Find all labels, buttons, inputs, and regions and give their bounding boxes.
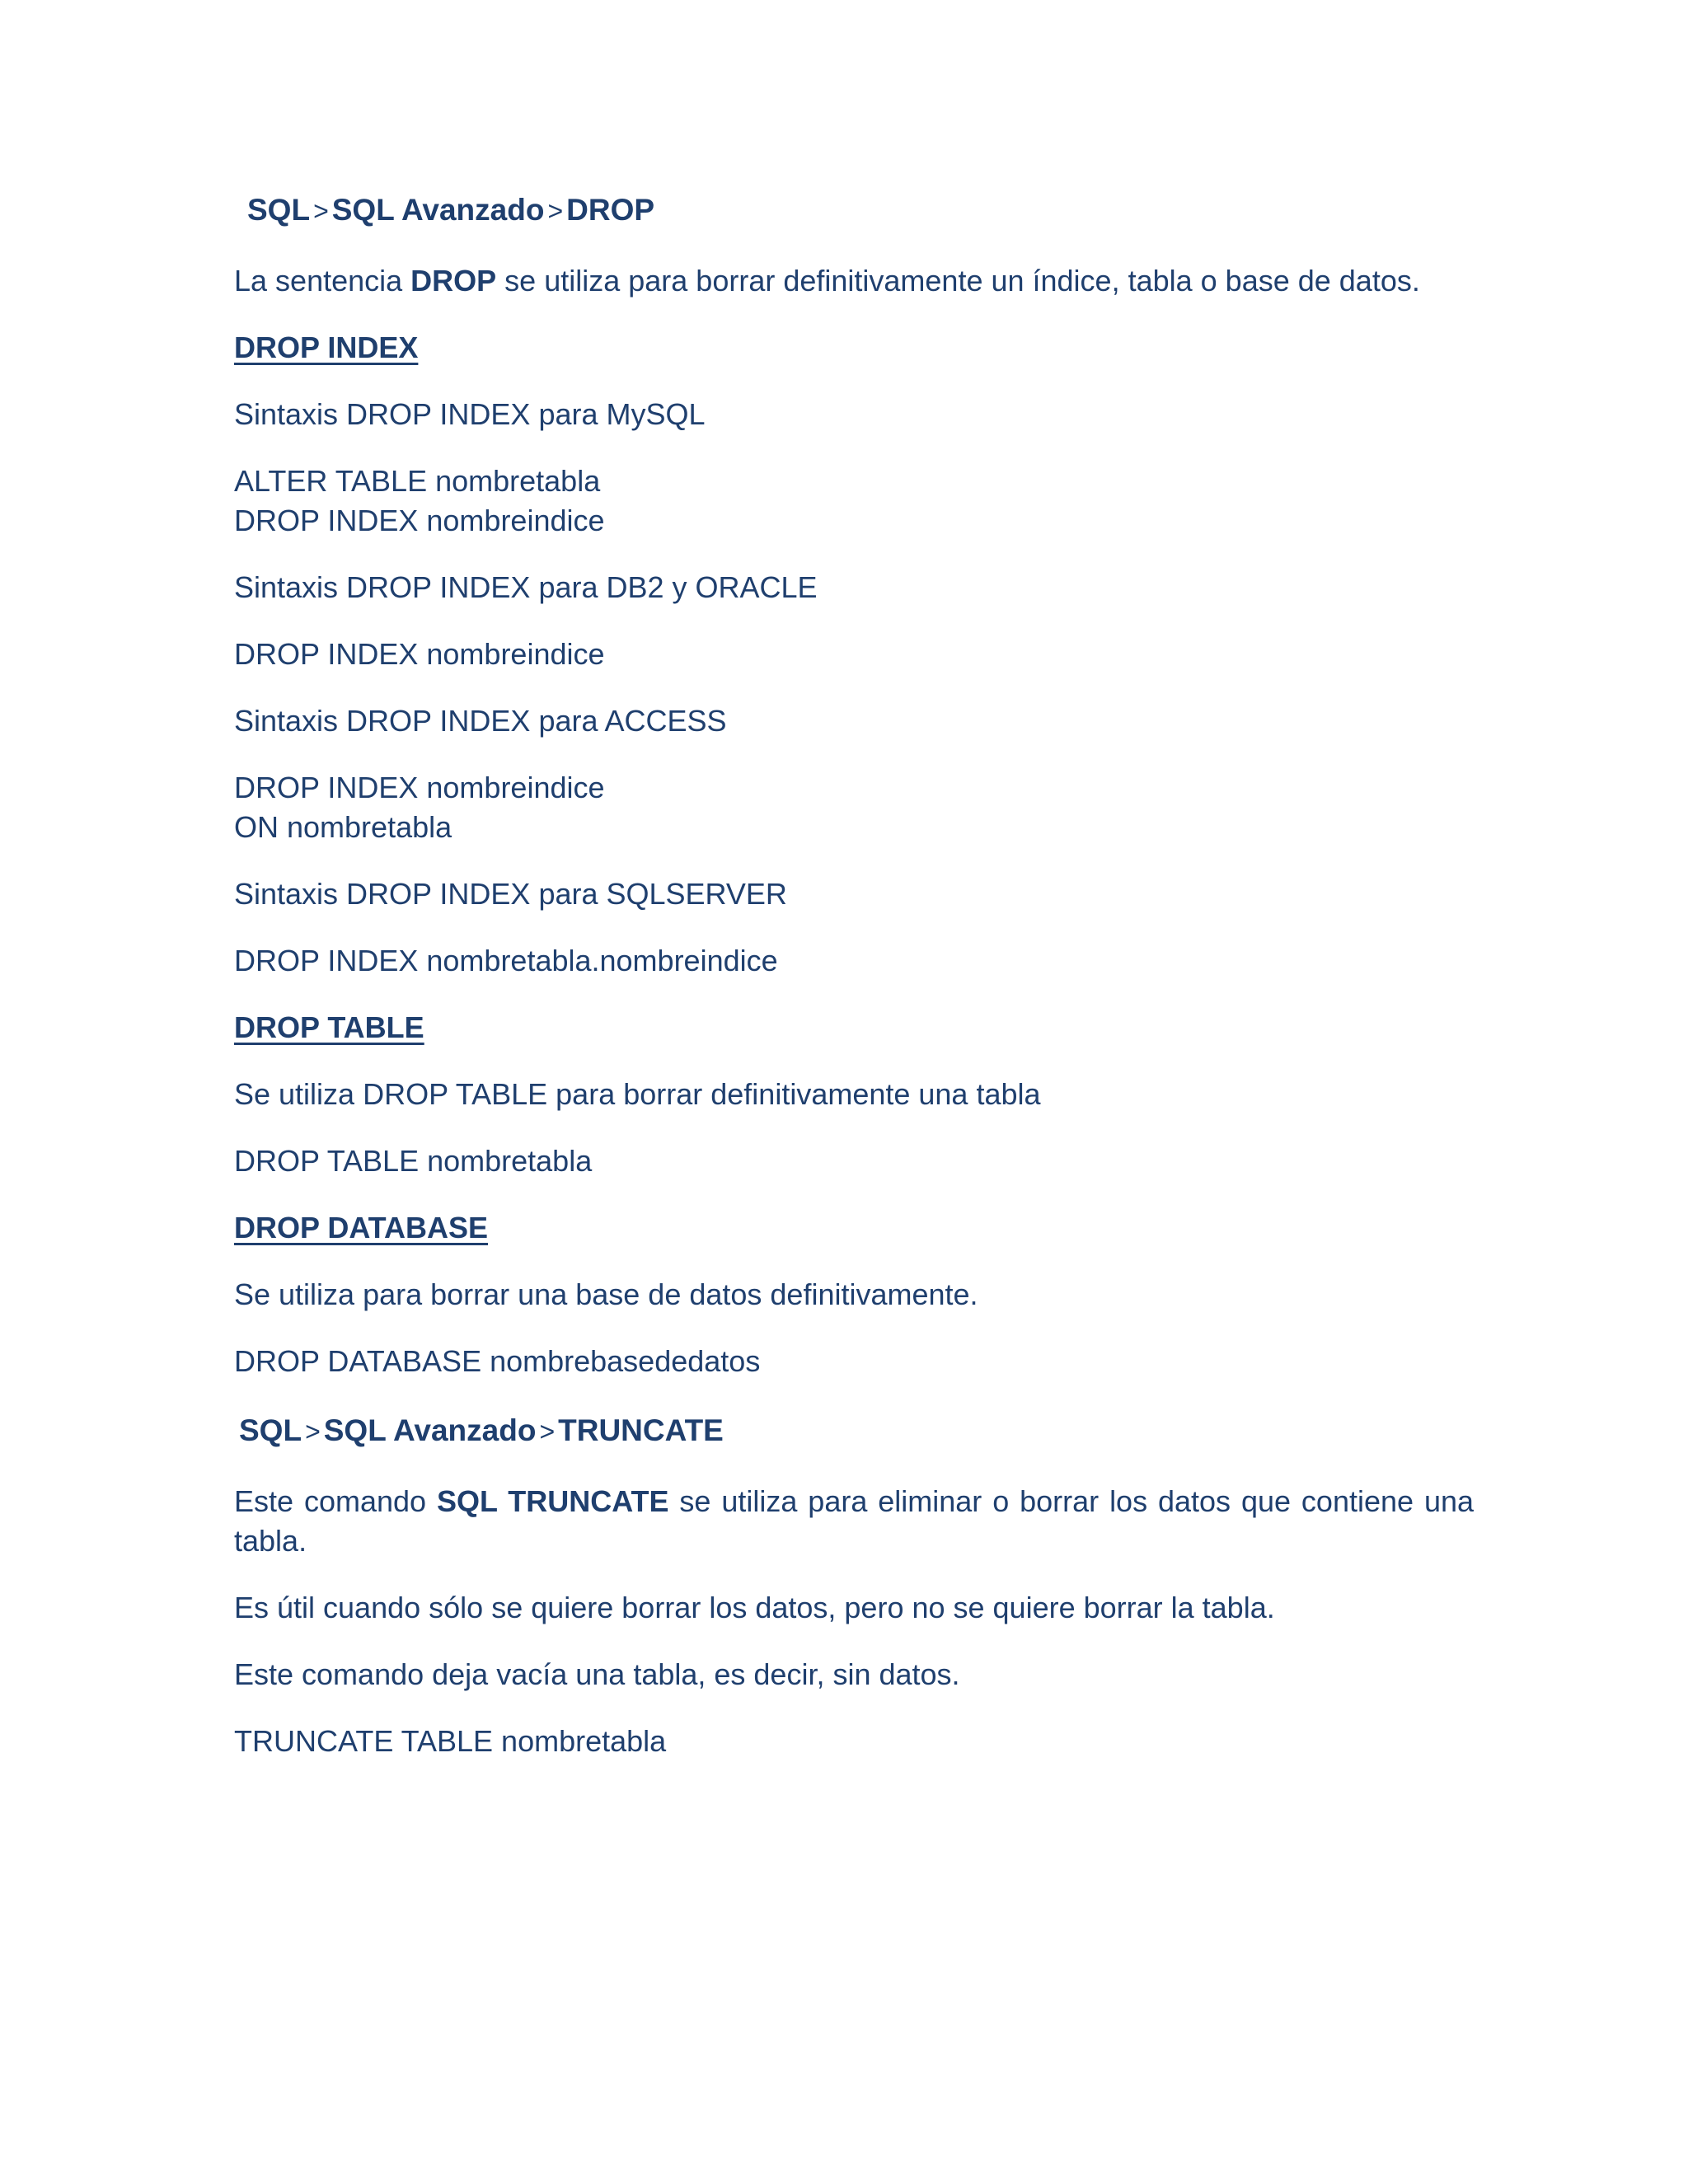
- truncate-paragraph-3: Este comando deja vacía una tabla, es decir, sin datos.: [234, 1657, 960, 1691]
- breadcrumb-drop-current: DROP: [566, 193, 655, 227]
- truncate-code: TRUNCATE TABLE nombretabla: [234, 1724, 667, 1758]
- breadcrumb-truncate-current: TRUNCATE: [558, 1413, 724, 1447]
- breadcrumb-sql-avanzado: SQL Avanzado: [331, 193, 545, 227]
- truncate-intro-paragraph: [234, 1482, 1474, 1561]
- drop-intro-paragraph: [234, 261, 1420, 301]
- breadcrumb-drop: [247, 190, 654, 231]
- access-code-line-1: DROP INDEX nombreindice: [234, 771, 605, 804]
- breadcrumb-separator: >: [313, 196, 329, 226]
- breadcrumb-sql: SQL: [247, 193, 311, 227]
- drop-table-description: Se utiliza DROP TABLE para borrar definitivamente una tabla: [234, 1077, 1041, 1111]
- drop-database-description: Se utiliza para borrar una base de datos definitivamente.: [234, 1277, 978, 1311]
- intro-text-before: La sentencia: [234, 264, 411, 298]
- breadcrumb-separator: >: [305, 1417, 321, 1446]
- breadcrumb-sql: SQL: [239, 1413, 302, 1447]
- drop-index-heading: DROP INDEX: [234, 330, 419, 364]
- access-syntax-label: Sintaxis DROP INDEX para ACCESS: [234, 704, 727, 738]
- mysql-syntax-label: Sintaxis DROP INDEX para MySQL: [234, 397, 706, 431]
- mysql-code-line-2: DROP INDEX nombreindice: [234, 504, 605, 537]
- truncate-intro-keyword: SQL TRUNCATE: [436, 1484, 669, 1518]
- db2-oracle-code: DROP INDEX nombreindice: [234, 637, 605, 671]
- drop-table-code: DROP TABLE nombretabla: [234, 1144, 593, 1178]
- truncate-paragraph-2: Es útil cuando sólo se quiere borrar los datos, pero no se quiere borrar la tabla.: [234, 1591, 1275, 1624]
- sqlserver-syntax-label: Sintaxis DROP INDEX para SQLSERVER: [234, 877, 787, 911]
- breadcrumb-separator: >: [539, 1417, 556, 1446]
- breadcrumb-separator: >: [547, 196, 564, 226]
- db2-oracle-syntax-label: Sintaxis DROP INDEX para DB2 y ORACLE: [234, 570, 818, 604]
- intro-text-after: se utiliza para borrar definitivamente un índice, tabla o base de datos.: [496, 264, 1420, 298]
- truncate-intro-before: Este comando: [234, 1484, 437, 1518]
- truncate-intro-after: se utiliza para eliminar o borrar los datos que contiene una tabla.: [234, 1484, 1475, 1558]
- sqlserver-code: DROP INDEX nombretabla.nombreindice: [234, 944, 778, 977]
- drop-table-heading: DROP TABLE: [234, 1010, 424, 1044]
- drop-database-heading: DROP DATABASE: [234, 1211, 489, 1244]
- intro-keyword-drop: DROP: [410, 264, 497, 298]
- breadcrumb-truncate: [239, 1411, 724, 1451]
- mysql-code-line-1: ALTER TABLE nombretabla: [234, 464, 601, 498]
- drop-database-code: DROP DATABASE nombrebasededatos: [234, 1344, 761, 1378]
- access-code-line-2: ON nombretabla: [234, 810, 452, 844]
- breadcrumb-sql-avanzado: SQL Avanzado: [323, 1413, 537, 1447]
